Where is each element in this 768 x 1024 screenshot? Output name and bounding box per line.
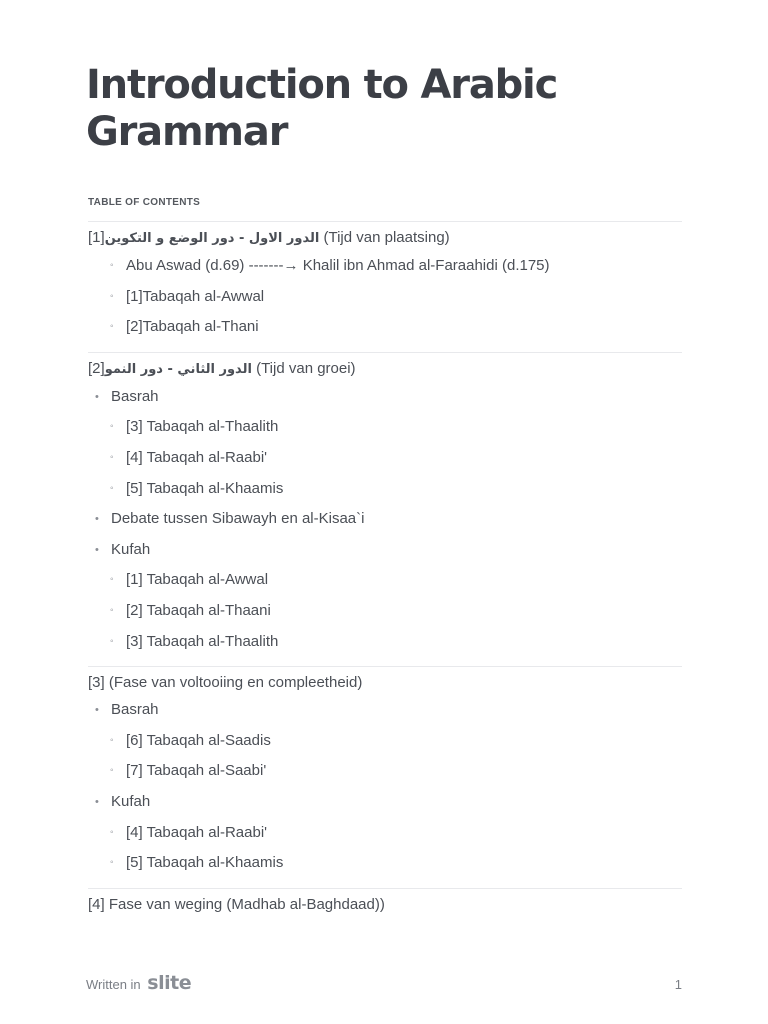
circle-bullet-icon: ◦ xyxy=(110,826,114,838)
circle-bullet-icon: ◦ xyxy=(110,451,114,463)
section-suffix: Fase van weging (Madhab al-Baghdaad)) xyxy=(104,895,385,913)
toc-item-label: [5] Tabaqah al-Khaamis xyxy=(126,479,284,497)
circle-bullet-icon: ◦ xyxy=(110,321,114,333)
toc-item-label: [4] Tabaqah al-Raabi' xyxy=(126,823,268,841)
toc-item-label: [7] Tabaqah al-Saabi' xyxy=(126,762,267,780)
disc-bullet-icon: • xyxy=(95,795,99,808)
circle-bullet-icon: ◦ xyxy=(110,290,114,302)
toc-section-title[interactable] xyxy=(88,360,682,379)
page-number: 1 xyxy=(674,977,682,992)
toc-item-label: [5] Tabaqah al-Khaamis xyxy=(126,854,284,872)
toc-item[interactable] xyxy=(88,541,682,559)
toc-section xyxy=(88,221,682,352)
circle-bullet-icon: ◦ xyxy=(110,635,114,647)
circle-bullet-icon: ◦ xyxy=(110,574,114,586)
toc-section-title[interactable] xyxy=(88,896,682,914)
slite-logo: slite xyxy=(147,972,192,994)
section-suffix: (Fase van voltooiing en compleetheid) xyxy=(104,674,363,692)
toc-item[interactable] xyxy=(88,854,682,872)
toc-item[interactable] xyxy=(88,449,682,467)
toc-item-label: Abu Aswad (d.69) -------→ Khalil ibn Ahmad al-Faraahidi (d.175) xyxy=(126,257,550,274)
circle-bullet-icon: ◦ xyxy=(110,482,114,494)
circle-bullet-icon: ◦ xyxy=(110,765,114,777)
toc-item-label: [3] Tabaqah al-Thaalith xyxy=(126,632,279,650)
section-suffix: (Tijd van plaatsing) xyxy=(319,229,450,246)
toc-item-label: Basrah xyxy=(111,701,159,719)
toc-heading: TABLE OF CONTENTS xyxy=(88,197,201,208)
footer-branding xyxy=(86,972,191,994)
disc-bullet-icon: • xyxy=(95,543,99,556)
toc-item[interactable] xyxy=(88,633,682,651)
toc-item[interactable] xyxy=(88,288,682,306)
section-prefix: [1] xyxy=(88,229,105,246)
toc-section-title[interactable] xyxy=(88,229,682,248)
toc-item[interactable] xyxy=(88,480,682,498)
toc-item-label: Basrah xyxy=(111,387,159,405)
toc-item[interactable] xyxy=(88,571,682,589)
toc-item-label: [1] Tabaqah al-Awwal xyxy=(126,571,269,589)
toc-item[interactable] xyxy=(88,793,682,811)
toc-section xyxy=(88,888,682,917)
toc-section xyxy=(88,352,682,666)
written-in-label: Written in xyxy=(86,977,141,992)
toc-item[interactable] xyxy=(88,510,682,528)
section-prefix: [4] xyxy=(88,895,105,913)
circle-bullet-icon: ◦ xyxy=(110,604,114,616)
circle-bullet-icon: ◦ xyxy=(110,421,114,433)
section-prefix: [2] xyxy=(88,359,105,377)
toc-item-label: Kufah xyxy=(111,540,151,558)
toc-item[interactable] xyxy=(88,318,682,336)
toc-item-label: [2]Tabaqah al-Thani xyxy=(126,318,259,336)
section-arabic-title: الدور الثاني - دور النمو xyxy=(104,361,252,377)
circle-bullet-icon: ◦ xyxy=(110,857,114,869)
toc-item[interactable] xyxy=(88,418,682,436)
disc-bullet-icon: • xyxy=(95,704,99,717)
section-suffix: (Tijd van groei) xyxy=(251,359,356,377)
document-title: Introduction to Arabic Grammar xyxy=(86,62,558,155)
toc-item-list xyxy=(88,388,682,651)
toc-item-label: Debate tussen Sibawayh en al-Kisaa`i xyxy=(111,510,365,528)
toc-item-label: [2] Tabaqah al-Thaani xyxy=(126,601,271,619)
toc-item-list xyxy=(88,701,682,872)
toc-item[interactable] xyxy=(88,257,682,275)
toc-item[interactable] xyxy=(88,388,682,406)
toc-item-label: [4] Tabaqah al-Raabi' xyxy=(126,448,268,466)
circle-bullet-icon: ◦ xyxy=(110,734,114,746)
toc-item-list xyxy=(88,257,682,336)
toc-item[interactable] xyxy=(88,602,682,620)
circle-bullet-icon: ◦ xyxy=(110,260,114,271)
toc-item-label: Kufah xyxy=(111,792,151,810)
disc-bullet-icon: • xyxy=(95,513,99,526)
section-prefix: [3] xyxy=(88,674,105,692)
disc-bullet-icon: • xyxy=(95,390,99,403)
toc-item[interactable] xyxy=(88,824,682,842)
toc-section xyxy=(88,666,682,888)
section-arabic-title: الدور الاول - دور الوضع و التكوين xyxy=(104,231,320,246)
toc-item-label: [6] Tabaqah al-Saadis xyxy=(126,731,271,749)
toc-item[interactable] xyxy=(88,762,682,780)
toc-item-label: [1]Tabaqah al-Awwal xyxy=(126,287,265,305)
toc-item[interactable] xyxy=(88,732,682,750)
table-of-contents xyxy=(88,221,682,917)
toc-item[interactable] xyxy=(88,701,682,719)
toc-section-title[interactable] xyxy=(88,674,682,692)
toc-item-label: [3] Tabaqah al-Thaalith xyxy=(126,418,279,436)
